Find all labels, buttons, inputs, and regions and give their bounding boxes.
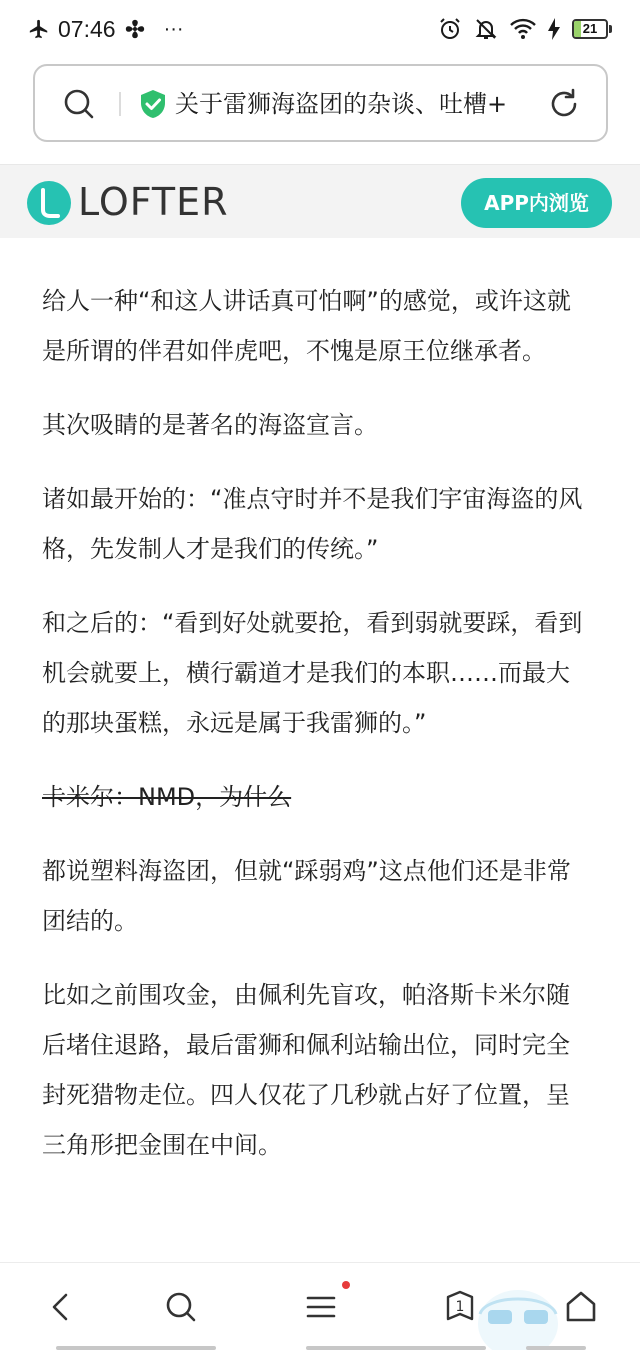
search-icon[interactable]: [164, 1289, 198, 1325]
address-bar[interactable]: [33, 64, 608, 142]
battery-tip: [609, 25, 612, 33]
lofter-logo-mark: [27, 181, 71, 225]
tabs-button[interactable]: [443, 1289, 477, 1325]
status-right: [438, 14, 612, 44]
wifi-icon: [510, 18, 536, 40]
menu-icon[interactable]: [304, 1289, 338, 1325]
fan-icon: [124, 18, 146, 40]
battery-icon: [572, 19, 612, 39]
home-indicator: [56, 1346, 586, 1350]
article-paragraph: 比如之前围攻金，由佩利先盲攻，帕洛斯卡米尔随后堵住退路，最后雷狮和佩利站输出位，同时完全封死猎物走位。四人仅花了几秒就占好了位置，呈三角形把金围在中间。: [42, 981, 570, 1159]
menu-badge-dot: [342, 1281, 350, 1289]
mute-icon: [474, 17, 498, 41]
home-icon[interactable]: [564, 1289, 598, 1325]
article-paragraph: 其次吸睛的是著名的海盗宣言。: [42, 411, 378, 439]
tabs-icon: [443, 1289, 477, 1325]
lofter-logo-icon[interactable]: [27, 181, 71, 225]
article-paragraph: 给人一种“和这人讲话真可怕啊”的感觉，或许这就是所谓的伴君如伴虎吧，不愧是原王位继承者。: [42, 287, 571, 365]
article-paragraph: 和之后的：“看到好处就要抢，看到弱就要踩，看到机会就要上，横行霸道才是我们的本职……而最大的那块蛋糕，永远是属于我雷狮的。”: [42, 609, 583, 737]
site-header: [0, 164, 640, 238]
alarm-icon: [438, 17, 462, 41]
back-icon[interactable]: [44, 1289, 78, 1325]
charging-icon: [548, 18, 560, 40]
airplane-icon: [28, 18, 50, 40]
open-in-app-button[interactable]: APP内浏览: [461, 178, 612, 228]
article-paragraph: 诸如最开始的：“准点守时并不是我们宇宙海盗的风格，先发制人才是我们的传统。”: [42, 485, 583, 563]
battery-level: 21: [582, 21, 598, 36]
status-bar: [0, 0, 640, 58]
home-indicator-segment: [306, 1346, 486, 1350]
search-icon[interactable]: [61, 86, 97, 122]
page-title[interactable]: 关于雷狮海盗团的杂谈、吐槽+: [175, 86, 565, 122]
reload-icon[interactable]: [546, 86, 582, 122]
article-paragraph: 都说塑料海盗团，但就“踩弱鸡”这点他们还是非常团结的。: [42, 857, 571, 935]
mascot-icon[interactable]: [474, 1284, 562, 1350]
status-more: ···: [163, 17, 184, 40]
address-divider: [119, 92, 121, 116]
lofter-logo-text[interactable]: LOFTER: [78, 180, 229, 224]
status-time: 07:46: [58, 15, 116, 42]
home-indicator-segment: [526, 1346, 586, 1350]
struck-paragraph: 卡米尔：NMD，为什么: [42, 783, 292, 811]
article-body: [42, 276, 592, 1262]
status-left: [28, 14, 184, 44]
home-indicator-segment: [56, 1346, 216, 1350]
shield-check-icon[interactable]: [139, 89, 167, 119]
battery-body: [572, 19, 608, 39]
tabs-count: 1: [455, 1299, 465, 1315]
